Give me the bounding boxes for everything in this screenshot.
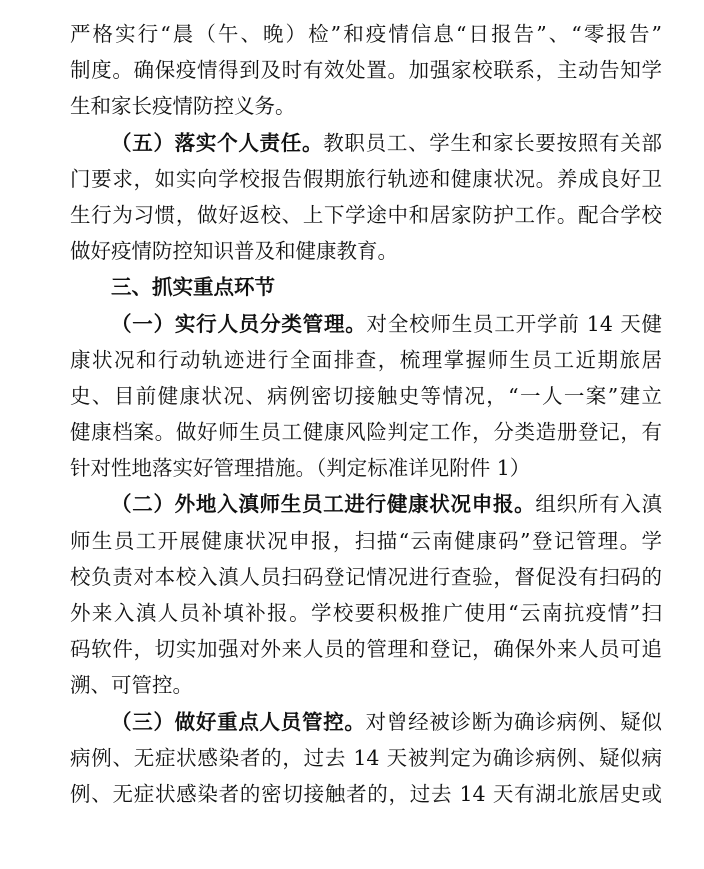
p2-line-2: 门要求，如实向学校报告假期旅行轨迹和健康状况。养成良好卫: [70, 166, 662, 191]
p3-line-5: 针对性地落实好管理措施。（判定标准详见附件 1）: [70, 456, 531, 481]
p5-lead-heading: （三）做好重点人员管控。: [111, 709, 366, 734]
p1-line-3: 生和家长疫情防控义务。: [70, 94, 296, 119]
p3-line-3: 史、目前健康状况、病例密切接触史等情况，“一人一案”建立: [70, 383, 662, 408]
p2-line-1-text: 教职员工、学生和家长要按照有关部: [323, 130, 663, 155]
p5-line-1: [70, 704, 662, 740]
p5-line-3: 例、无症状感染者的密切接触者的，过去 14 天有湖北旅居史或: [70, 781, 662, 806]
p4-line-1-text: 组织所有入滇: [535, 492, 663, 517]
p2-line-3: 生行为习惯，做好返校、上下学途中和居家防护工作。配合学校: [70, 202, 662, 227]
p3-lead-heading: （一）实行人员分类管理。: [111, 311, 367, 336]
p1-line-1: 严格实行“晨（午、晚）检”和疫情信息“日报告”、“零报告”: [70, 22, 662, 46]
p5-line-1-text: 对曾经被诊断为确诊病例、疑似: [365, 709, 662, 734]
p3-line-4: 健康档案。做好师生员工健康风险判定工作，分类造册登记，有: [70, 420, 662, 445]
p5-line-2: 病例、无症状感染者的，过去 14 天被判定为确诊病例、疑似病: [70, 745, 662, 770]
p4-line-6: 溯、可管控。: [70, 673, 193, 698]
p3-line-1: [70, 306, 662, 342]
p2-lead-heading: （五）落实个人责任。: [111, 130, 324, 155]
p2-line-4: 做好疫情防控知识普及和健康教育。: [70, 239, 398, 264]
document-page: [70, 16, 662, 812]
p1-line-2: 制度。确保疫情得到及时有效处置。加强家校联系，主动告知学: [70, 58, 662, 83]
p2-line-1: [70, 125, 662, 161]
section-heading: 三、抓实重点环节: [111, 275, 275, 300]
p4-line-2: 师生员工开展健康状况申报，扫描“云南健康码”登记管理。学: [70, 528, 662, 553]
p4-lead-heading: （二）外地入滇师生员工进行健康状况申报。: [111, 492, 536, 517]
p3-line-2: 康状况和行动轨迹进行全面排查，梳理掌握师生员工近期旅居: [70, 347, 662, 372]
p4-line-5: 码软件，切实加强对外来人员的管理和登记，确保外来人员可追: [70, 637, 662, 662]
p4-line-1: [70, 486, 662, 522]
p4-line-4: 外来入滇人员补填补报。学校要积极推广使用“云南抗疫情”扫: [70, 601, 662, 625]
p4-line-3: 校负责对本校入滇人员扫码登记情况进行查验，督促没有扫码的: [70, 564, 662, 589]
p3-line-1-text: 对全校师生员工开学前 14 天健: [366, 311, 662, 336]
